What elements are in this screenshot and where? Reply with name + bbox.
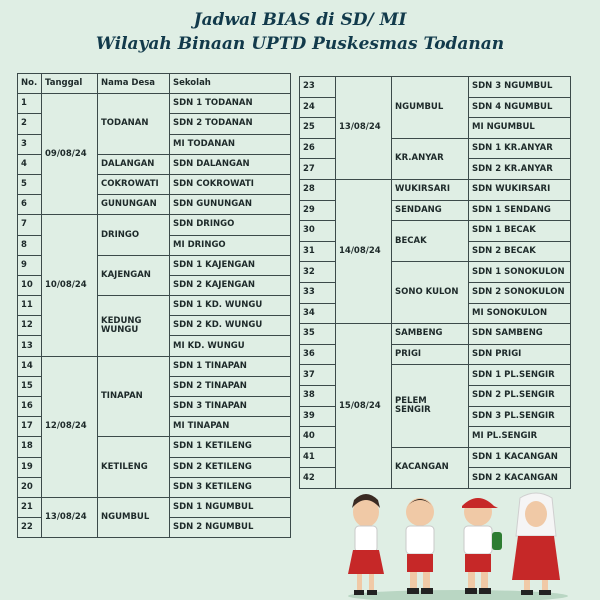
- row-sekolah: SDN 1 KD. WUNGU: [170, 296, 291, 316]
- row-desa: KACANGAN: [392, 447, 469, 488]
- schoolchildren-illustration: [338, 488, 578, 600]
- row-tanggal: 09/08/24: [42, 94, 98, 215]
- row-sekolah: SDN 2 KR.ANYAR: [469, 159, 571, 180]
- header-desa: Nama Desa: [98, 74, 170, 94]
- row-no: 2: [18, 114, 42, 134]
- page-subtitle: Wilayah Binaan UPTD Puskesmas Todanan: [95, 34, 505, 54]
- row-desa: KEDUNG WUNGU: [98, 296, 170, 357]
- row-no: 4: [18, 154, 42, 174]
- row-desa: TODANAN: [98, 94, 170, 155]
- row-desa: TINAPAN: [98, 356, 170, 437]
- child-4-icon: [512, 493, 560, 595]
- row-no: 3: [18, 134, 42, 154]
- row-no: 36: [300, 344, 336, 365]
- row-no: 8: [18, 235, 42, 255]
- row-no: 1: [18, 94, 42, 114]
- row-no: 17: [18, 417, 42, 437]
- table-header-row: [18, 74, 291, 94]
- row-tanggal: 10/08/24: [42, 215, 98, 356]
- row-no: 27: [300, 159, 336, 180]
- row-sekolah: SDN 1 KETILENG: [170, 437, 291, 457]
- row-sekolah: SDN 2 TODANAN: [170, 114, 291, 134]
- row-sekolah: SDN 2 KAJENGAN: [170, 275, 291, 295]
- row-no: 30: [300, 221, 336, 242]
- row-desa: NGUMBUL: [98, 497, 170, 537]
- row-sekolah: SDN 4 NGUMBUL: [469, 97, 571, 118]
- row-desa: GUNUNGAN: [98, 195, 170, 215]
- child-1-icon: [348, 494, 384, 595]
- row-no: 7: [18, 215, 42, 235]
- row-no: 25: [300, 118, 336, 139]
- row-desa: KETILENG: [98, 437, 170, 498]
- row-sekolah: SDN 2 PL.SENGIR: [469, 385, 571, 406]
- row-sekolah: SDN COKROWATI: [170, 174, 291, 194]
- row-sekolah: MI KD. WUNGU: [170, 336, 291, 356]
- row-sekolah: SDN 1 BECAK: [469, 221, 571, 242]
- row-no: 22: [18, 518, 42, 538]
- row-no: 21: [18, 497, 42, 517]
- row-no: 12: [18, 316, 42, 336]
- row-desa: SAMBENG: [392, 324, 469, 345]
- row-desa: PRIGI: [392, 344, 469, 365]
- row-tanggal: 13/08/24: [42, 497, 98, 537]
- table-row: [18, 356, 291, 376]
- row-no: 41: [300, 447, 336, 468]
- header-sekolah: Sekolah: [170, 74, 291, 94]
- row-sekolah: SDN 3 TINAPAN: [170, 397, 291, 417]
- row-desa: BECAK: [392, 221, 469, 262]
- row-sekolah: SDN 2 KETILENG: [170, 457, 291, 477]
- row-desa: KAJENGAN: [98, 255, 170, 295]
- row-sekolah: SDN WUKIRSARI: [469, 179, 571, 200]
- schedule-table-left: [17, 73, 291, 538]
- table-row: [300, 77, 571, 98]
- row-sekolah: SDN 1 TODANAN: [170, 94, 291, 114]
- row-no: 5: [18, 174, 42, 194]
- row-no: 9: [18, 255, 42, 275]
- row-no: 38: [300, 385, 336, 406]
- table-row: [18, 497, 291, 517]
- row-sekolah: SDN 2 BECAK: [469, 241, 571, 262]
- row-no: 26: [300, 138, 336, 159]
- row-no: 32: [300, 262, 336, 283]
- table-row: [300, 324, 571, 345]
- row-no: 42: [300, 468, 336, 489]
- row-sekolah: MI SONOKULON: [469, 303, 571, 324]
- row-no: 24: [300, 97, 336, 118]
- row-sekolah: SDN 1 SONOKULON: [469, 262, 571, 283]
- row-tanggal: 13/08/24: [336, 77, 392, 180]
- header-no: No.: [18, 74, 42, 94]
- row-no: 13: [18, 336, 42, 356]
- row-no: 28: [300, 179, 336, 200]
- row-no: 18: [18, 437, 42, 457]
- row-sekolah: SDN 2 KD. WUNGU: [170, 316, 291, 336]
- row-no: 14: [18, 356, 42, 376]
- row-no: 40: [300, 427, 336, 448]
- row-desa: DRINGO: [98, 215, 170, 255]
- row-sekolah: SDN 2 TINAPAN: [170, 376, 291, 396]
- row-no: 33: [300, 282, 336, 303]
- row-no: 31: [300, 241, 336, 262]
- row-tanggal: 14/08/24: [336, 179, 392, 323]
- row-no: 34: [300, 303, 336, 324]
- table-row: [18, 215, 291, 235]
- row-sekolah: SDN 1 KR.ANYAR: [469, 138, 571, 159]
- row-sekolah: SDN 1 SENDANG: [469, 200, 571, 221]
- row-sekolah: SDN GUNUNGAN: [170, 195, 291, 215]
- row-sekolah: SDN PRIGI: [469, 344, 571, 365]
- schedule-table-right: [299, 76, 571, 489]
- row-no: 11: [18, 296, 42, 316]
- row-no: 19: [18, 457, 42, 477]
- row-sekolah: MI PL.SENGIR: [469, 427, 571, 448]
- row-no: 20: [18, 477, 42, 497]
- row-desa: NGUMBUL: [392, 77, 469, 139]
- row-sekolah: MI TODANAN: [170, 134, 291, 154]
- row-no: 23: [300, 77, 336, 98]
- row-sekolah: SDN SAMBENG: [469, 324, 571, 345]
- row-desa: KR.ANYAR: [392, 138, 469, 179]
- row-desa: WUKIRSARI: [392, 179, 469, 200]
- row-desa: SENDANG: [392, 200, 469, 221]
- row-no: 35: [300, 324, 336, 345]
- row-no: 37: [300, 365, 336, 386]
- row-sekolah: SDN 3 KETILENG: [170, 477, 291, 497]
- row-sekolah: SDN 3 PL.SENGIR: [469, 406, 571, 427]
- row-no: 29: [300, 200, 336, 221]
- table-row: [18, 94, 291, 114]
- row-desa: DALANGAN: [98, 154, 170, 174]
- row-no: 10: [18, 275, 42, 295]
- row-sekolah: SDN 1 KACANGAN: [469, 447, 571, 468]
- row-sekolah: SDN 2 KACANGAN: [469, 468, 571, 489]
- row-sekolah: SDN 2 SONOKULON: [469, 282, 571, 303]
- row-desa: COKROWATI: [98, 174, 170, 194]
- row-sekolah: SDN 1 TINAPAN: [170, 356, 291, 376]
- row-no: 15: [18, 376, 42, 396]
- row-no: 39: [300, 406, 336, 427]
- row-sekolah: SDN DALANGAN: [170, 154, 291, 174]
- row-sekolah: MI DRINGO: [170, 235, 291, 255]
- row-desa: SONO KULON: [392, 262, 469, 324]
- header-tanggal: Tanggal: [42, 74, 98, 94]
- row-sekolah: SDN 2 NGUMBUL: [170, 518, 291, 538]
- row-sekolah: SDN 1 PL.SENGIR: [469, 365, 571, 386]
- child-3-icon: [462, 498, 502, 594]
- row-sekolah: SDN 1 KAJENGAN: [170, 255, 291, 275]
- row-sekolah: SDN 3 NGUMBUL: [469, 77, 571, 98]
- row-sekolah: MI NGUMBUL: [469, 118, 571, 139]
- row-desa: PELEM SENGIR: [392, 365, 469, 447]
- row-no: 16: [18, 397, 42, 417]
- row-sekolah: MI TINAPAN: [170, 417, 291, 437]
- row-no: 6: [18, 195, 42, 215]
- page-title: Jadwal BIAS di SD/ MI: [193, 10, 407, 30]
- row-sekolah: SDN DRINGO: [170, 215, 291, 235]
- row-tanggal: 12/08/24: [42, 356, 98, 497]
- table-row: [300, 179, 571, 200]
- row-sekolah: SDN 1 NGUMBUL: [170, 497, 291, 517]
- child-2-icon: [406, 498, 434, 594]
- row-tanggal: 15/08/24: [336, 324, 392, 489]
